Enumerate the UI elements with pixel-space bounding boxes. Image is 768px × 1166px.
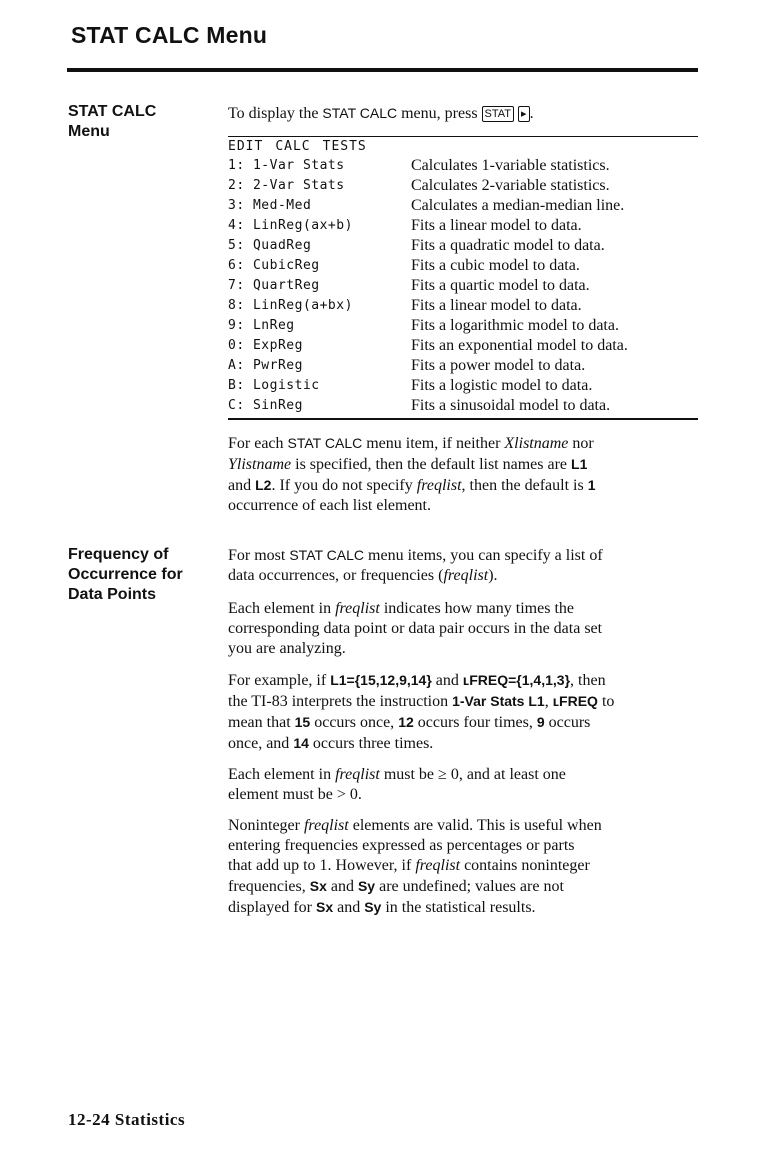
text: For example, if	[228, 672, 331, 689]
text: occurs	[544, 714, 591, 731]
menu-item-desc: Fits a quadratic model to data.	[411, 237, 605, 254]
menu-item-code: 4: LinReg(ax+b)	[228, 218, 353, 233]
text: you are analyzing.	[228, 640, 346, 657]
text: ,	[544, 693, 553, 710]
text: freqlist	[415, 857, 461, 874]
menu-item	[228, 296, 698, 316]
menu-item	[228, 336, 698, 356]
text: elements are valid. This is useful when	[348, 817, 602, 834]
text: occurs once,	[310, 714, 399, 731]
menu-tabs	[228, 139, 379, 154]
text: L1	[571, 456, 588, 472]
text: and	[326, 878, 358, 895]
menu-item	[228, 396, 698, 416]
paragraph	[228, 599, 698, 659]
intro-paragraph	[228, 103, 698, 124]
text: Sx	[309, 878, 327, 894]
text: 9	[536, 714, 545, 730]
text: are undefined; values are not	[375, 878, 564, 895]
text: corresponding data point or data pair occurs in the data set	[228, 620, 603, 637]
text: . If you do not specify	[271, 477, 417, 494]
text: to	[597, 693, 615, 710]
menu-item	[228, 156, 698, 176]
text: in the statistical results.	[381, 899, 536, 916]
text: contains noninteger	[460, 857, 590, 874]
menu-item-code: 1: 1-Var Stats	[228, 158, 345, 173]
text: Sy	[357, 878, 376, 894]
text: 1-Var Stats L1	[452, 693, 545, 709]
text: must be ≥ 0, and at least one	[379, 766, 566, 783]
intro-text: .	[529, 105, 534, 122]
text: frequencies,	[228, 878, 310, 895]
section-heading-line: Occurrence for	[68, 566, 183, 583]
text: Sy	[364, 899, 382, 915]
paragraph	[228, 670, 698, 754]
menu-item-desc: Fits a logarithmic model to data.	[411, 317, 619, 334]
text: occurs four times,	[413, 714, 537, 731]
text-line	[228, 475, 698, 496]
menu-item-desc: Fits a quartic model to data.	[411, 277, 590, 294]
menu-item-desc: Calculates a median-median line.	[411, 197, 625, 214]
tab-edit: EDIT	[228, 139, 264, 154]
menu-item	[228, 216, 698, 236]
menu-item	[228, 196, 698, 216]
text: entering frequencies expressed as percentages or parts	[228, 837, 575, 854]
text: freqlist	[303, 817, 349, 834]
text-line	[228, 433, 698, 454]
text: For most	[228, 547, 290, 564]
text: ʟFREQ={1,4,1,3}	[462, 672, 571, 688]
text: 15	[294, 714, 311, 730]
menu-item-code: 2: 2-Var Stats	[228, 178, 345, 193]
menu-item-desc: Fits a cubic model to data.	[411, 257, 580, 274]
text: data occurrences, or frequencies (	[228, 567, 444, 584]
title-divider	[67, 68, 698, 72]
text: freqlist	[335, 600, 380, 617]
menu-item-desc: Fits a linear model to data.	[411, 217, 582, 234]
menu-item-code: 7: QuartReg	[228, 278, 320, 293]
tab-tests: TESTS	[322, 139, 367, 154]
text: Noninteger	[228, 817, 304, 834]
text: 12	[398, 714, 414, 730]
menu-item	[228, 176, 698, 196]
text-line	[228, 454, 698, 475]
menu-item-desc: Fits a logistic model to data.	[411, 377, 593, 394]
section-heading-line: Data Points	[68, 586, 157, 603]
text: menu items, you can specify a list of	[364, 547, 603, 564]
text: element must be > 0.	[228, 786, 362, 803]
text: Ylistname	[228, 456, 292, 473]
text: and	[333, 899, 365, 916]
menu-item-code: C: SinReg	[228, 398, 303, 413]
menu-item-code: 8: LinReg(a+bx)	[228, 298, 353, 313]
text: L1={15,12,9,14}	[330, 672, 432, 688]
section-heading-line: Frequency of	[68, 546, 169, 563]
text: For each	[228, 435, 288, 452]
text-line: occurrence of each list element.	[228, 497, 431, 514]
text: menu item, if neither	[362, 435, 505, 452]
text: Sx	[315, 899, 334, 915]
paragraph	[228, 816, 698, 918]
menu-bottom-rule	[228, 418, 698, 420]
intro-text: To display the	[228, 105, 323, 122]
intro-menu-name: STAT CALC	[322, 105, 398, 121]
right-arrow-key-icon: ▸	[518, 106, 530, 122]
text: ʟFREQ	[552, 693, 598, 709]
text: freqlist	[416, 477, 462, 494]
menu-item-code: 6: CubicReg	[228, 258, 320, 273]
menu-item-code: 9: LnReg	[228, 318, 295, 333]
text: displayed for	[228, 899, 316, 916]
page-footer: 12-24 Statistics	[68, 1110, 186, 1129]
menu-item	[228, 256, 698, 276]
paragraph	[228, 765, 698, 805]
text: indicates how many times the	[379, 600, 574, 617]
frequency-section-body	[228, 545, 698, 918]
text: once, and	[228, 735, 294, 752]
text: the TI-83 interprets the instruction	[228, 693, 453, 710]
menu-item-code: 0: ExpReg	[228, 338, 303, 353]
text: mean that	[228, 714, 295, 731]
text: freqlist	[335, 766, 380, 783]
menu-item	[228, 276, 698, 296]
paragraph	[228, 545, 698, 586]
text: STAT CALC	[287, 435, 363, 451]
text: nor	[568, 435, 594, 452]
text: STAT CALC	[289, 547, 365, 563]
text: that add up to 1. However, if	[228, 857, 416, 874]
text: , then	[570, 672, 606, 689]
stat-key: STAT	[482, 106, 514, 122]
menu-item-code: 3: Med-Med	[228, 198, 312, 213]
text: , then the default is	[461, 477, 588, 494]
section-heading-frequency	[68, 545, 213, 605]
menu-item-desc: Fits a power model to data.	[411, 357, 586, 374]
section-heading-line: Menu	[68, 123, 110, 140]
text: and	[228, 477, 256, 494]
menu-item	[228, 356, 698, 376]
menu-item-desc: Fits a sinusoidal model to data.	[411, 397, 611, 414]
text: 14	[293, 735, 309, 751]
menu-item	[228, 316, 698, 336]
menu-item-code: B: Logistic	[228, 378, 320, 393]
text: L2	[255, 477, 272, 493]
default-lists-paragraph	[228, 433, 698, 516]
text: Each element in	[228, 766, 336, 783]
menu-item-desc: Fits a linear model to data.	[411, 297, 582, 314]
intro-text: menu, press	[397, 105, 482, 122]
menu-top-rule	[228, 136, 698, 137]
text: and	[431, 672, 463, 689]
menu-item-code: A: PwrReg	[228, 358, 303, 373]
page-title: STAT CALC Menu	[71, 22, 268, 48]
tab-calc: CALC	[275, 139, 311, 154]
text: ).	[488, 567, 498, 584]
menu-item-desc: Fits an exponential model to data.	[411, 337, 628, 354]
text: Xlistname	[504, 435, 569, 452]
text: freqlist	[443, 567, 489, 584]
menu-item-desc: Calculates 2-variable statistics.	[411, 177, 610, 194]
text: Each element in	[228, 600, 336, 617]
section-heading-line: STAT CALC	[68, 103, 157, 120]
menu-item	[228, 236, 698, 256]
text: 1	[587, 477, 596, 493]
menu-item-code: 5: QuadReg	[228, 238, 312, 253]
menu-item	[228, 376, 698, 396]
text: is specified, then the default list names are	[291, 456, 572, 473]
menu-item-desc: Calculates 1-variable statistics.	[411, 157, 610, 174]
text: occurs three times.	[308, 735, 434, 752]
section-heading-stat-calc-menu	[68, 102, 213, 142]
